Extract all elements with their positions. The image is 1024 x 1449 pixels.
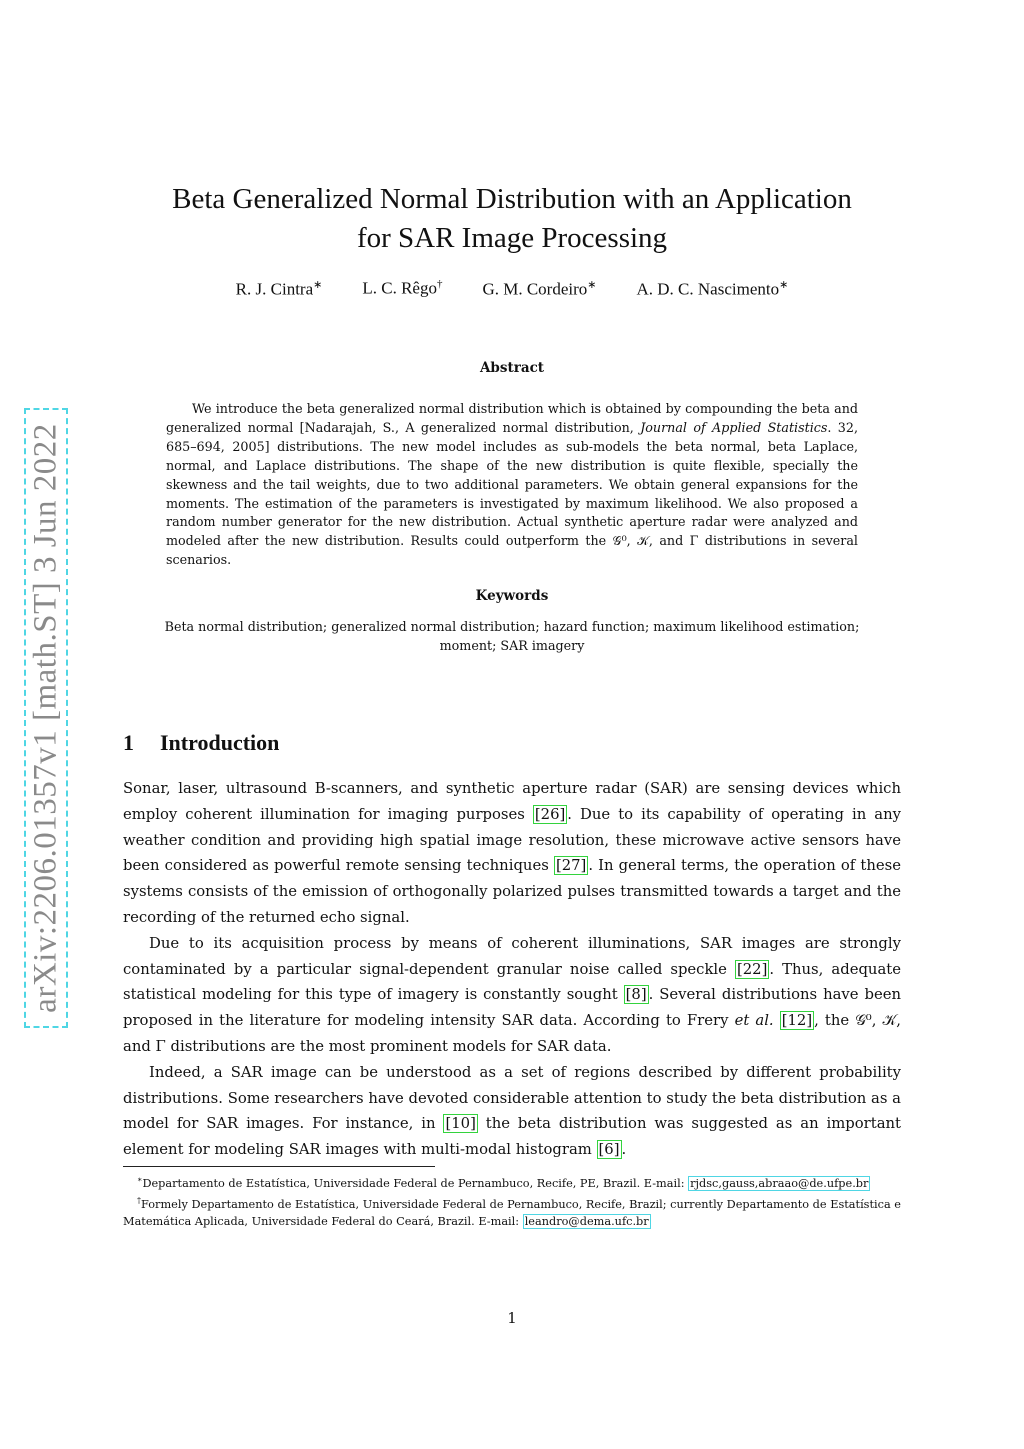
footnotes — [123, 1171, 901, 1230]
body-text — [123, 776, 901, 1163]
citation-link[interactable]: [22] — [736, 960, 768, 978]
section-number: 1 — [123, 730, 134, 755]
author: G. M. Cordeiro∗ — [482, 279, 597, 299]
affiliation-mark: ∗ — [587, 279, 597, 291]
title-line-2: for SAR Image Processing — [356, 222, 668, 254]
affiliation-mark: ∗ — [313, 279, 323, 291]
footnote: †Formely Departamento de Estatística, Universidade Federal de Pernambuco, Recife, Brazil; currently Departamento de Estatística e Matemática Aplicada, Universidade Federal do Ceará, Brazil. E-mail: leandro@dema.ufc.br — [123, 1195, 901, 1228]
author: L. C. Rêgo† — [362, 278, 443, 298]
citation-link[interactable]: [8] — [625, 986, 647, 1004]
paragraph: Sonar, laser, ultrasound B-scanners, and synthetic aperture radar (SAR) are sensing devices which employ coherent illumination for imaging purposes [26] . Due to its capability of operating in any weather condition and providing high spatial image resolution, these microwave active sensors have been considered as powerful remote sensing techniques [27] . In general terms, the operation of these systems consists of the emission of orthogonally polarized pulses transmitted towards a target and the recording of the returned echo signal. — [123, 780, 901, 926]
keywords-text: Beta normal distribution; generalized normal distribution; hazard function; maximum likelihood estimation; moment; SAR imagery — [164, 619, 860, 653]
arxiv-identifier-link[interactable] — [24, 408, 68, 1028]
paragraph: Due to its acquisition process by means of coherent illuminations, SAR images are strongly contaminated by a particular signal-dependent granular noise called speckle [22] . Thus, adequate statistical modeling for this type of imagery is constantly sought [8] . Several distributions have been proposed in the literature for modeling intensity SAR data. According to Frery et al. [12] , the 𝒢⁰, 𝒦, and Γ distributions are the most prominent models for SAR data. — [123, 934, 901, 1055]
author: A. D. C. Nascimento∗ — [636, 279, 789, 299]
author-list — [110, 278, 914, 300]
email-link[interactable]: leandro@dema.ufc.br — [524, 1214, 649, 1228]
section-heading — [123, 730, 279, 756]
citation-link[interactable]: [6] — [598, 1141, 620, 1159]
paragraph: Indeed, a SAR image can be understood as a set of regions described by different probability distributions. Some researchers have devoted considerable attention to study the beta distribution as a model for SAR images. For instance, in [10] the beta distribution was suggested as an important element for modeling SAR images with multi-modal histogram [6] . — [123, 1063, 901, 1159]
affiliation-mark: † — [436, 278, 443, 290]
abstract-heading: Abstract — [479, 360, 545, 376]
footnote: ∗Departamento de Estatística, Universidade Federal de Pernambuco, Recife, PE, Brazil. E-mail: rjdsc,gauss,abraao@de.ufpe.br — [137, 1175, 869, 1190]
page-number: 1 — [507, 1309, 517, 1327]
footnote-rule — [123, 1166, 435, 1167]
journal-name: Journal of Applied Statistics — [640, 419, 828, 435]
email-link[interactable]: rjdsc,gauss,abraao@de.ufpe.br — [690, 1176, 869, 1190]
title-line-1: Beta Generalized Normal Distribution with an Application — [172, 183, 852, 215]
citation-link[interactable]: [10] — [445, 1115, 476, 1133]
author: R. J. Cintra∗ — [235, 279, 323, 299]
abstract-text: We introduce the beta generalized normal distribution which is obtained by compounding the beta and generalized normal [Nadarajah, S., A generalized normal distribution, Journal of Applied Statistics. 32, 685–694, 2005] distributions. The new model includes as sub-models the beta normal, beta Laplace, normal, and Laplace distributions. The shape of the new distribution is quite flexible, specially the skewness and the tail weights, due to two additional parameters. We obtain general expansions for the moments. The estimation of the parameters is investigated by maximum likelihood. We also proposed a random number generator for the new distribution. Actual synthetic aperture radar were analyzed and modeled after the new distribution. Results could outperform the 𝒢⁰, 𝒦, and Γ distributions in several scenarios. — [166, 401, 858, 568]
citation-link[interactable]: [27] — [555, 857, 587, 875]
paper-title — [100, 180, 924, 258]
keywords-heading: Keywords — [475, 588, 549, 604]
affiliation-mark: ∗ — [779, 279, 789, 291]
citation-link[interactable]: [26] — [534, 805, 566, 823]
section-title: Introduction — [160, 730, 280, 755]
citation-link[interactable]: [12] — [781, 1012, 813, 1030]
arxiv-identifier-text: arXiv:2206.01357v1 [math.ST] 3 Jun 2022 — [27, 423, 64, 1013]
